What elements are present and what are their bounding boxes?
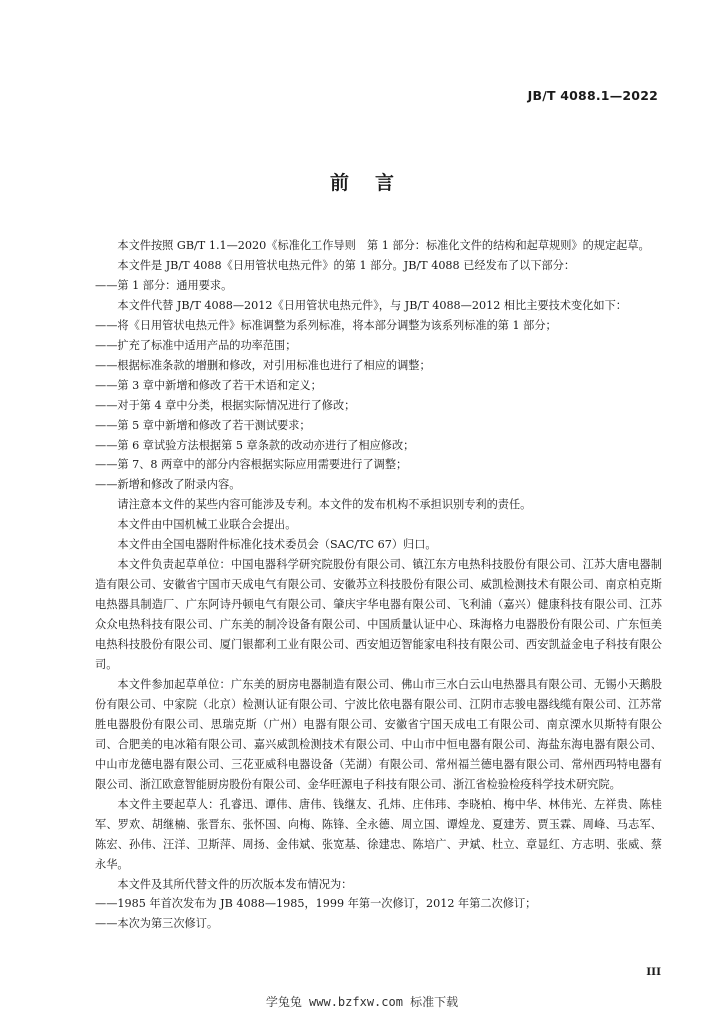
list-item-change: ——第 6 章试验方法根据第 5 章条款的改动亦进行了相应修改；: [95, 438, 415, 452]
footer-watermark: 学兔兔 www.bzfxw.com 标准下载: [265, 995, 459, 1009]
paragraph-replacement: 本文件代替 JB/T 4088—2012《日用管状电热元件》，与 JB/T 4088—2012 相比主要技术变化如下：: [117, 298, 627, 312]
list-item-change: ——第 7、8 两章中的部分内容根据实际应用需要进行了调整；: [95, 458, 408, 472]
paragraph-basis: 本文件按照 GB/T 1.1—2020《标准化工作导则 第 1 部分：标准化文件的结构和起草规则》的规定起草。: [117, 239, 650, 252]
list-item-change: ——扩充了标准中适用产品的功率范围；: [95, 338, 297, 352]
paragraph-patent: 请注意本文件的某些内容可能涉及专利。本文件的发布机构不承担识别专利的责任。: [117, 498, 532, 512]
list-item-change: ——对于第 4 章中分类，根据实际情况进行了修改；: [95, 398, 356, 412]
list-item-history: ——本次为第三次修订。: [95, 917, 219, 931]
list-item-change: ——第 3 章中新增和修改了若干术语和定义；: [95, 378, 322, 392]
paragraph-lead-drafters: 本文件负责起草单位：中国电器科学研究院股份有限公司、镇江东方电热科技股份有限公司、江苏大唐电器制造有限公司、安徽省宁国市天成电气有限公司、安徽苏立科技股份有限公司、威凯检测技术有限公司、南京柏克斯电热器具制造厂、广东阿诗丹顿电气有限公司、肇庆宇华电器有限公司、飞利浦（嘉兴）健康科技有限公司、江苏众众电热科技有限公司、广东美的制冷设备有限公司、中国质量认证中心、珠海格力电器股份有限公司、广东恒美电热科技股份有限公司、厦门银都利工业有限公司、西安旭迈智能家电科技有限公司、西安凯益金电子科技有限公司。: [95, 558, 662, 672]
standard-code: JB/T 4088.1—2022: [527, 88, 658, 103]
list-item-change: ——将《日用管状电热元件》标准调整为系列标准，将本部分调整为该系列标准的第 1 部分；: [95, 318, 557, 332]
paragraph-series: 本文件是 JB/T 4088《日用管状电热元件》的第 1 部分。JB/T 4088 已经发布了以下部分：: [117, 258, 576, 272]
paragraph-participating-drafters: 本文件参加起草单位：广东美的厨房电器制造有限公司、佛山市三水白云山电热器具有限公司、无锡小天鹅股份有限公司、中家院（北京）检测认证有限公司、宁波比依电器有限公司、江阴市志骏电器线缆有限公司、江苏常胜电器股份有限公司、思瑞克斯（广州）电器有限公司、安徽省宁国天成电工有限公司、南京溧水贝斯特有限公司、合肥美的电冰箱有限公司、嘉兴威凯检测技术有限公司、中山市中恒电器有限公司、海盐东海电器有限公司、中山市龙德电器有限公司、三花亚威科电器设备（芜湖）有限公司、常州福兰德电器有限公司、常州西玛特电器有限公司、浙江欧意智能厨房股份有限公司、金华旺源电子科技有限公司、浙江省检验检疫科学技术研究院。: [95, 677, 662, 791]
page-title: 前言: [329, 172, 420, 194]
list-item-change: ——根据标准条款的增删和修改，对引用标准也进行了相应的调整；: [95, 358, 431, 372]
list-item-part: ——第 1 部分：通用要求。: [95, 278, 233, 292]
list-item-change: ——新增和修改了附录内容。: [95, 478, 241, 492]
document-body: [95, 236, 662, 934]
list-item-history: ——1985 年首次发布为 JB 4088—1985，1999 年第一次修订，2012 年第二次修订；: [95, 897, 537, 911]
paragraph-committee: 本文件由全国电器附件标准化技术委员会（SAC/TC 67）归口。: [117, 538, 437, 552]
paragraph-history: 本文件及其所代替文件的历次版本发布情况为：: [117, 877, 353, 891]
paragraph-proposer: 本文件由中国机械工业联合会提出。: [117, 518, 297, 532]
page-number: III: [646, 966, 661, 978]
list-item-change: ——第 5 章中新增和修改了若干测试要求；: [95, 418, 311, 432]
paragraph-main-drafters: 本文件主要起草人：孔睿迅、谭伟、唐伟、钱继友、孔炜、庄伟玮、李晓柏、梅中华、林伟光、左祥贵、陈桂军、罗欢、胡继楠、张晋东、张怀国、向梅、陈锋、全永德、周立国、谭煌龙、夏建芳、贾玉霖、周峰、马志军、陈宏、孙伟、汪洋、卫斯萍、周扬、金伟斌、张宽基、徐建忠、陈培广、尹斌、杜立、章显红、方志明、张威、蔡永华。: [95, 797, 662, 871]
